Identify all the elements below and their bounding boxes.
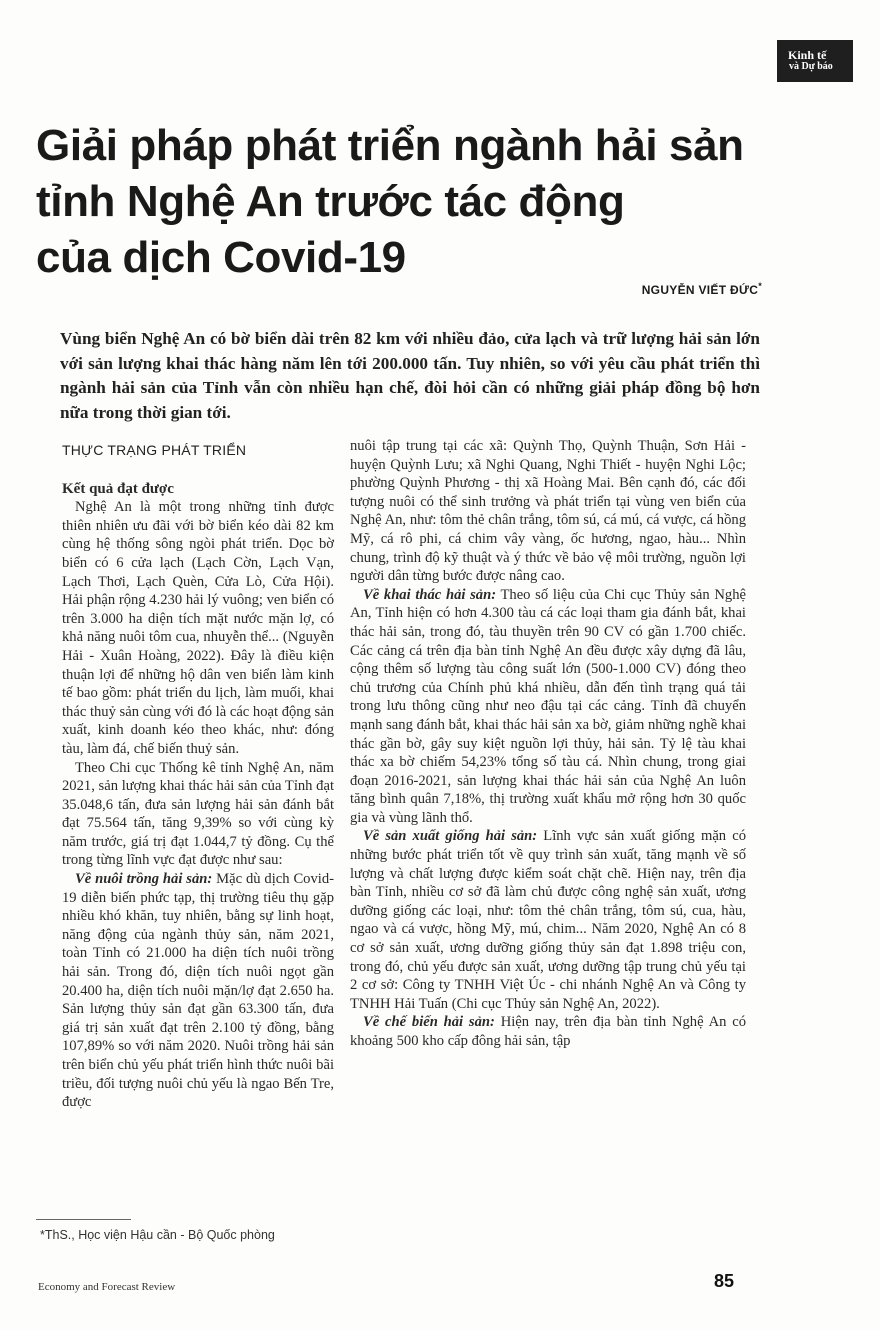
title-line: tỉnh Nghệ An trước tác động	[36, 177, 625, 226]
section-badge	[777, 40, 853, 82]
paragraph-lead: Về khai thác hải sản:	[363, 586, 497, 603]
page-number: 85	[713, 1271, 734, 1291]
paragraph	[62, 870, 334, 1112]
paragraph-lead: Về chế biến hải sản:	[363, 1014, 495, 1031]
paragraph	[350, 827, 746, 1013]
title-line: của dịch Covid-19	[36, 233, 406, 282]
title-line: Giải pháp phát triển ngành hải sản	[36, 121, 744, 170]
author-text: NGUYỄN VIẾT ĐỨC	[641, 283, 759, 297]
abstract: Vùng biển Nghệ An có bờ biển dài trên 82 km với nhiều đảo, cửa lạch và trữ lượng hải sản lớn với sản lượng khai thác hàng năm lên tới 200.000 tấn. Tuy nhiên, so với yêu cầu phát triển thì ngành hải sản của Tỉnh vẫn còn nhiều hạn chế, đòi hỏi cần có những giải pháp đồng bộ hơn nữa trong thời gian tới.	[60, 329, 760, 422]
section-badge-line2: và Dự báo	[789, 61, 833, 73]
section-heading: THỰC TRẠNG PHÁT TRIỂN	[62, 442, 247, 458]
footer-journal-name: Economy and Forecast Review	[38, 1281, 176, 1293]
paragraph: Theo Chi cục Thống kê tỉnh Nghệ An, năm 2021, sản lượng khai thác hải sản của Tỉnh đạt 35.048,6 tấn, đưa sản lượng hải sản đánh bắt đạt 75.564 tấn, tăng 9,39% so với cùng kỳ năm trước, giá trị đạt 1.044,7 tỷ đồng. Cụ thể trong từng lĩnh vực đạt được như sau:	[62, 759, 334, 869]
subheading: Kết quả đạt được	[62, 480, 174, 497]
paragraph-body: Theo số liệu của Chi cục Thủy sản Nghệ An, Tỉnh hiện có hơn 4.300 tàu cá các loại tham gia đánh bắt, khai thác hải sản, trong đó, tàu thuyền trên 90 CV có gần 1.700 chiếc. Các cảng cá trên địa bàn tỉnh Nghệ An đều được xây dựng đã lâu, cộng thêm số lượng tàu công suất lớn (500-1.000 CV) đóng theo chủ trương của Chính phủ khá nhiều, dẫn đến tình trạng quá tải trong lưu thông cũng như neo đậu tại các cảng. Tỉnh đã chuyển mạnh sang đánh bắt, khai thác hải sản xa bờ, giảm những nghề khai thác gần bờ, gây suy kiệt nguồn lợi thủy, hải sản. Tỷ lệ tàu khai thác xa bờ chiếm 54,23% tổng số tàu cá. Nhìn chung, trong giai đoạn 2016-2021, sản lượng khai thác hải sản của Nghệ An luôn tăng bình quân 7,18%, thị trường xuất khẩu mở rộng hơn 30 quốc gia và vùng lãnh thổ.	[350, 586, 746, 826]
footnote: *ThS., Học viện Hậu cần - Bộ Quốc phòng	[40, 1228, 275, 1242]
left-column	[62, 437, 334, 1112]
paragraph: Nghệ An là một trong những tỉnh được thiên nhiên ưu đãi với bờ biển kéo dài 82 km cùng hệ thống sông ngòi phát triển. Dọc bờ biển có 6 cửa lạch (Lạch Cờn, Lạch Vạn, Lạch Thơi, Lạch Quèn, Cửa Lò, Cửa Hội). Hải phận rộng 4.230 hải lý vuông; ven biển có trên 3.000 ha diện tích mặt nước mặn lợ, có khả năng nuôi tôm cua, nhuyễn thể... (Nguyễn Hải - Xuân Hoàng, 2022). Đây là điều kiện thuận lợi để những hộ dân ven biển làm kinh tế bao gồm: phát triển du lịch, làm muối, khai thác thuỷ sản cùng với đó là các hoạt động sản xuất, kinh doanh kéo theo khác, như: đóng tàu, làm đá, chế biến thuỷ sản.	[62, 499, 334, 757]
paragraph-body: Lĩnh vực sản xuất giống mặn có những bước phát triển tốt về quy trình sản xuất, tăng mạnh về số lượng và chất lượng được kiểm soát chặt chẽ. Hiện nay, trên địa bàn Tỉnh, nhiều cơ sở đã làm chủ được công nghệ sản xuất, ương dưỡng giống các loại, như: tôm thẻ chân trắng, tôm sú, cua, hàu, ngao và cá vược, hồng Mỹ, mú, chim... Năm 2020, Nghệ An có 8 cơ sở sản xuất, ương dưỡng giống thủy sản đạt 1.898 triệu con, trong đó, chủ yếu được sản xuất, ương dưỡng tập trung chủ yếu tại 2 cơ sở: Công ty TNHH Việt Úc - chi nhánh Nghệ An và Công ty TNHH Hải Tuấn (Chi cục Thủy sản Nghệ An, 2022).	[350, 828, 746, 1012]
paragraph-body: Hiện nay, trên địa bàn tỉnh Nghệ An có khoảng 500 kho cấp đông hải sản, tập	[350, 1014, 747, 1049]
paragraph-lead: Về sản xuất giống hải sản:	[363, 828, 538, 845]
author-name	[642, 281, 762, 297]
paragraph-body: Mặc dù dịch Covid-19 diễn biến phức tạp, thị trường tiêu thụ gặp nhiều khó khăn, tuy nhiên, bằng sự linh hoạt, năng động của ngành thủy sản, năm 2021, toàn Tỉnh có 21.000 ha diện tích nuôi trồng hải sản. Trong đó, diện tích nuôi ngọt gần 20.400 ha, diện tích nuôi mặn/lợ đạt 2.650 ha. Sản lượng thủy sản đạt gần 63.300 tấn, đưa giá trị sản xuất đạt trên 2.100 tỷ đồng, bằng 107,89% so với năm 2020. Nuôi trồng hải sản trên biển chủ yếu phát triển hình thức nuôi bãi triều, đối tượng nuôi chủ yếu là ngao Bến Tre, được	[62, 871, 334, 1111]
section-badge-line1: Kinh tế	[788, 48, 827, 63]
article-title	[36, 118, 776, 286]
footnote-divider	[36, 1219, 131, 1220]
author-footnote-mark: *	[758, 281, 762, 291]
paragraph: nuôi tập trung tại các xã: Quỳnh Thọ, Quỳnh Thuận, Sơn Hải - huyện Quỳnh Lưu; xã Nghi Quang, Nghi Thiết - huyện Nghi Lộc; phường Quỳnh Phương - thị xã Hoàng Mai. Bên cạnh đó, các đối tượng nuôi có thể sinh trưởng và phát triển tại vùng ven biển của Nghệ An, như: tôm thẻ chân trắng, tôm sú, cá mú, cá vược, cá hồng Mỹ, cá rô phi, cá chim vây vàng, ốc hương, ngao, hàu... Nhìn chung, trình độ kỹ thuật và ý thức về bảo vệ môi trường, nguồn lợi người dân từng bước được nâng cao.	[350, 438, 746, 585]
paragraph	[350, 586, 746, 828]
right-column	[350, 437, 746, 1051]
paragraph	[350, 1013, 746, 1050]
paragraph-lead: Về nuôi trồng hải sản:	[75, 871, 213, 888]
